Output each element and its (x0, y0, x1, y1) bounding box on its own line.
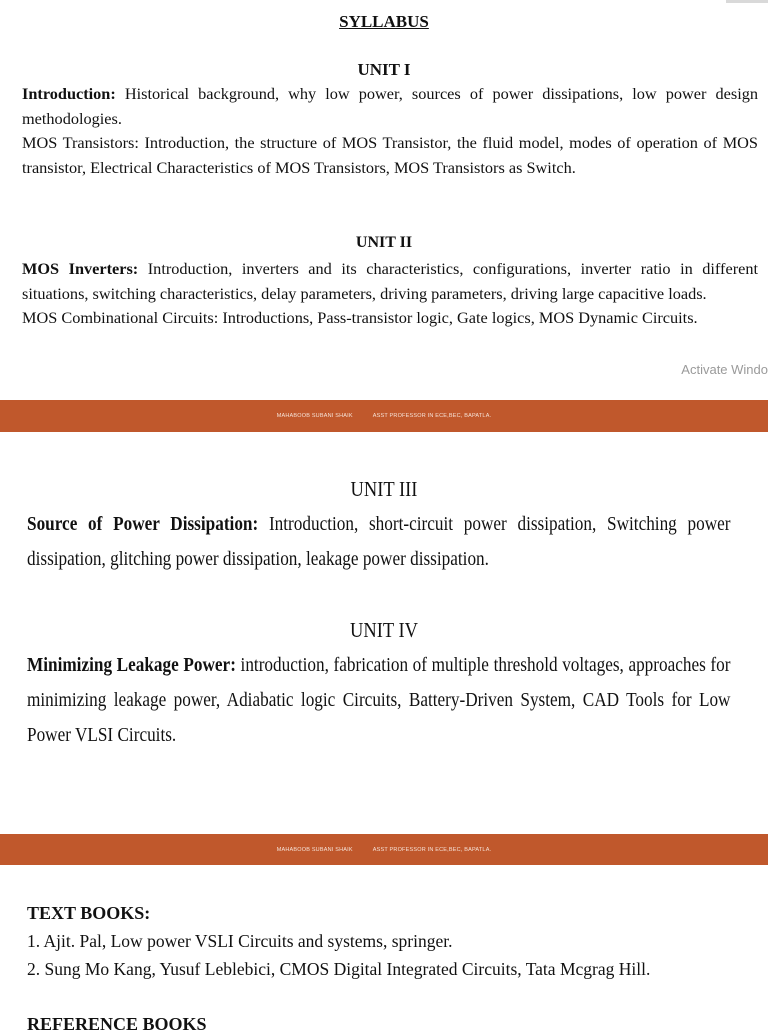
inverters-label: MOS Inverters: (22, 259, 139, 278)
unit2-heading: UNIT II (355, 234, 413, 251)
unit3-paragraph (27, 507, 730, 577)
unit2-combinational-paragraph: MOS Combinational Circuits: Introductions, Pass-transistor logic, Gate logics, MOS Dynamic Circuits. (22, 308, 698, 327)
unit3-text: Introduction, short-circuit power dissipation, Switching power dissipation, glitching power dissipation, leakage power dissipation. (27, 513, 731, 570)
footer-role: ASST PROFESSOR IN ECE,BEC, BAPATLA. (372, 413, 492, 419)
text-book-item: 1. Ajit. Pal, Low power VSLI Circuits and systems, springer. (27, 931, 453, 951)
unit2-inverters-paragraph (22, 257, 758, 306)
footer-author: MAHABOOB SUBANI SHAIK (276, 413, 353, 419)
slide-footer-1 (0, 400, 768, 432)
unit3-heading: UNIT III (350, 477, 418, 501)
footer-author: MAHABOOB SUBANI SHAIK (276, 846, 353, 853)
unit4-heading: UNIT IV (350, 618, 418, 642)
text-books-heading: TEXT BOOKS: (27, 903, 151, 923)
reference-books-heading: REFERENCE BOOKS (27, 1014, 207, 1034)
unit1-intro-paragraph (22, 82, 758, 131)
unit4-paragraph (27, 648, 730, 753)
intro-text: Historical background, why low power, sources of power dissipations, low power design methodologies. (22, 84, 758, 128)
syllabus-title: SYLLABUS (339, 12, 429, 31)
unit4-label: Minimizing Leakage Power: (27, 654, 236, 676)
activate-windows-watermark: Activate Windo (681, 362, 768, 377)
slide-footer-2 (0, 834, 768, 865)
unit1-content (22, 82, 758, 180)
inverters-text: Introduction, inverters and its characteristics, configurations, inverter ratio in different situations, switching characteristics, delay parameters, driving parameters, driving large capacitive loads. (22, 259, 759, 303)
unit1-mos-paragraph: MOS Transistors: Introduction, the structure of MOS Transistor, the fluid model, modes of operation of MOS transistor, Electrical Characteristics of MOS Transistors, MOS Transistors as Switch. (22, 133, 758, 177)
intro-label: Introduction: (22, 84, 116, 103)
scrollbar-mark (726, 0, 768, 3)
syllabus-slide-1 (0, 0, 768, 400)
text-book-item: 2. Sung Mo Kang, Yusuf Leblebici, CMOS Digital Integrated Circuits, Tata Mcgrag Hill. (27, 959, 651, 979)
unit3-label: Source of Power Dissipation: (27, 513, 259, 535)
unit2-content (22, 257, 758, 331)
footer-role: ASST PROFESSOR IN ECE,BEC, BAPATLA. (372, 846, 492, 853)
unit4-text: introduction, fabrication of multiple threshold voltages, approaches for minimizing leakage power, Adiabatic logic Circuits, Battery-Driven System, CAD Tools for Low Power VLSI Circuits. (27, 654, 731, 746)
unit1-heading: UNIT I (357, 60, 411, 79)
